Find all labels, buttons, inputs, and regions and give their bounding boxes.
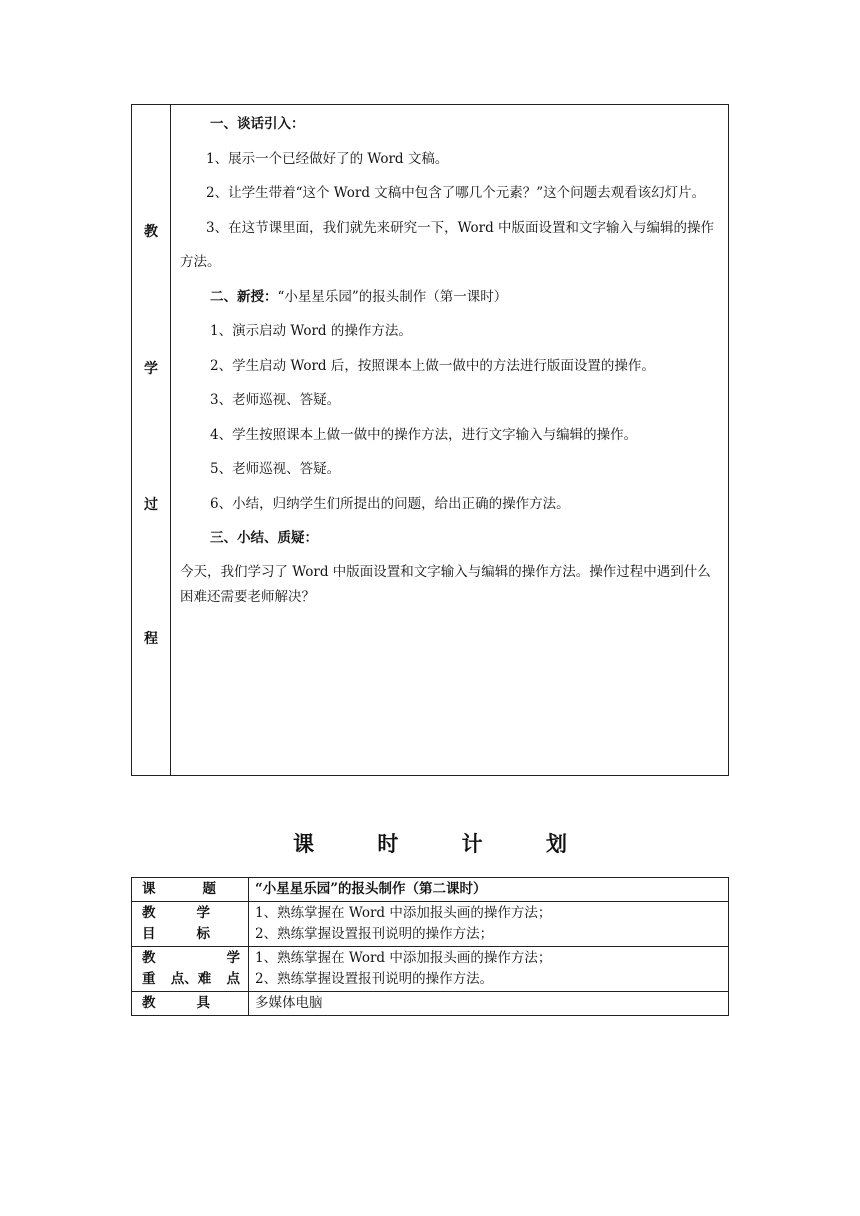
label-char: 教: [142, 950, 156, 966]
topic-value: “小星星乐园”的报头制作（第二课时）: [249, 878, 729, 902]
lesson-plan-table: [131, 877, 729, 1016]
tools-value: 多媒体电脑: [249, 992, 729, 1016]
part2-heading-bold: 二、新授：: [210, 288, 278, 305]
part2-item: 4、学生按照课本上做一做中的操作方法，进行文字输入与编辑的操作。: [210, 426, 638, 443]
part1-heading: 一、谈话引入：: [210, 116, 305, 132]
label-char: 学: [226, 950, 240, 966]
part1-item: 3、在这节课里面，我们就先来研究一下，Word 中版面设置和文字输入与编辑的操作方法。: [180, 219, 715, 270]
part2-heading: [180, 280, 723, 315]
goals-value: [249, 902, 729, 947]
label-char: 目: [142, 926, 156, 942]
side-label-char: 学: [144, 361, 158, 377]
label-char: 重: [142, 971, 156, 987]
key-point-item: 1、熟练掌握在 Word 中添加报头画的操作方法；: [255, 950, 552, 966]
label-char: 教: [142, 995, 156, 1011]
tools-label: [132, 992, 249, 1016]
part2-item: 2、学生启动 Word 后，按照课本上做一做中的方法进行版面设置的操作。: [210, 357, 655, 374]
label-char: 点: [226, 971, 240, 987]
lesson-plan-title: 课 时 计 划: [293, 831, 595, 856]
table-row: [132, 992, 729, 1016]
goal-item: 1、熟练掌握在 Word 中添加报头画的操作方法；: [255, 905, 552, 921]
teaching-process-table: [131, 104, 729, 776]
part1-item: 2、让学生带着“这个 Word 文稿中包含了哪几个元素？”这个问题去观看该幻灯片。: [206, 185, 706, 201]
side-label-char: 过: [144, 497, 158, 513]
label-char: 学: [196, 905, 210, 921]
label-char: 具: [196, 995, 210, 1011]
goal-item: 2、熟练掌握设置报刊说明的操作方法；: [255, 926, 494, 942]
table-row: [132, 878, 729, 902]
table-row: [132, 902, 729, 947]
part2-item: 6、小结，归纳学生们所提出的问题，给出正确的操作方法。: [210, 495, 570, 512]
part2-item: 5、老师巡视、答疑。: [210, 461, 341, 477]
part3-text: 今天，我们学习了 Word 中版面设置和文字输入与编辑的操作方法。操作过程中遇到什么困难还需要老师解决？: [180, 563, 711, 605]
table-row: [132, 947, 729, 992]
part2-item: 3、老师巡视、答疑。: [210, 392, 341, 408]
teaching-process-content: [180, 105, 723, 610]
label-char: 题: [202, 881, 216, 897]
label-char: 教: [142, 905, 156, 921]
label-char: 课: [142, 881, 156, 897]
side-label-char: 程: [144, 631, 158, 647]
part2-heading-rest: “小星星乐园”的报头制作（第一课时）: [277, 288, 508, 305]
label-char: 标: [196, 926, 210, 942]
teaching-process-label-column: [132, 105, 171, 775]
label-char: 点、难: [170, 971, 212, 987]
part3-heading: 三、小结、质疑：: [210, 530, 318, 546]
part2-item: 1、演示启动 Word 的操作方法。: [210, 323, 412, 339]
goals-label: [132, 902, 249, 947]
side-label-char: 教: [144, 224, 158, 240]
part1-item: 1、展示一个已经做好了的 Word 文稿。: [206, 150, 449, 167]
key-points-value: [249, 947, 729, 992]
topic-label: [132, 878, 249, 902]
key-points-label: [132, 947, 249, 992]
key-point-item: 2、熟练掌握设置报刊说明的操作方法。: [255, 971, 494, 987]
